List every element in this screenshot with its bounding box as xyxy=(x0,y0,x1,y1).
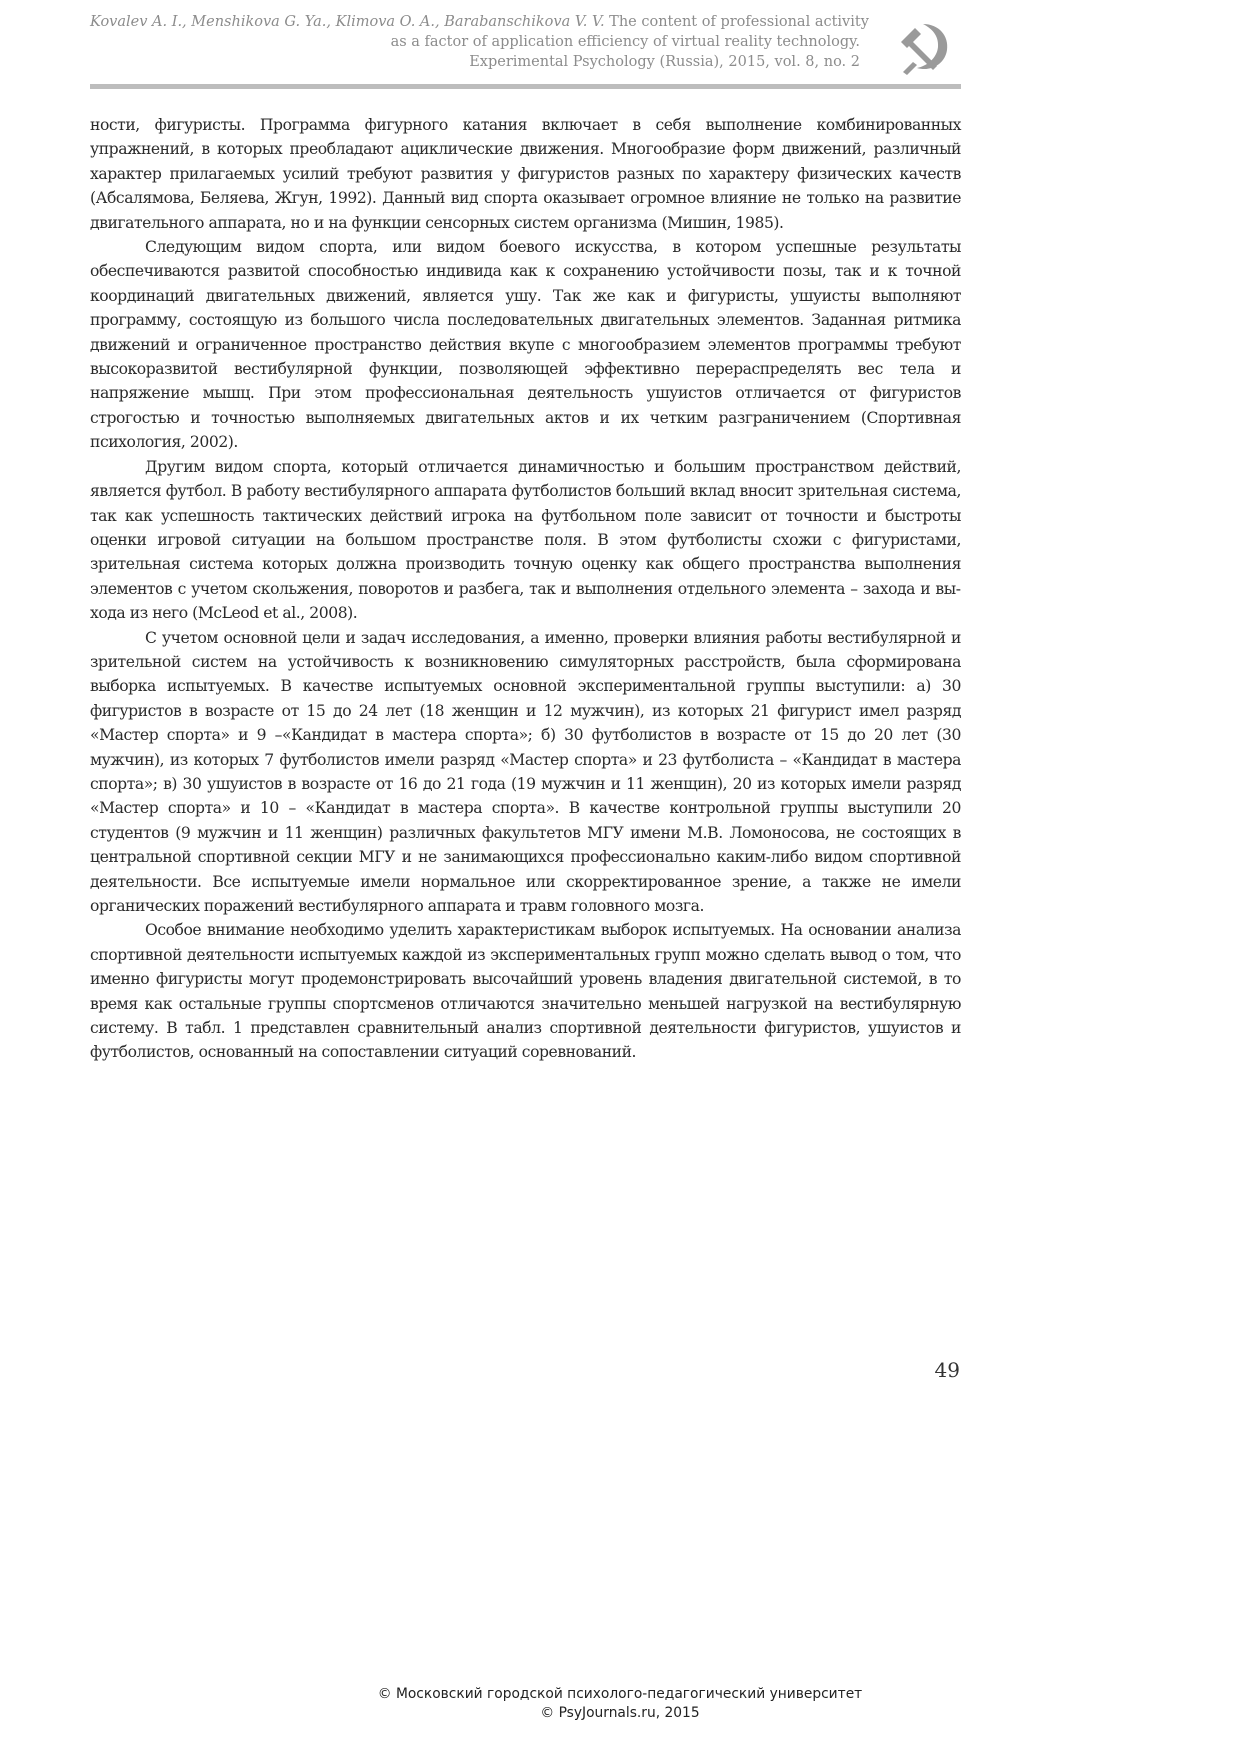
header-journal: Experimental Psychology (Russia), 2015, vol. 8, no. 2 xyxy=(469,54,860,70)
header-line-1 xyxy=(90,12,869,32)
page-number: 49 xyxy=(934,1358,960,1382)
footer-line-2: © PsyJournals.ru, 2015 xyxy=(540,1705,700,1721)
copyright-footer xyxy=(0,1685,1240,1723)
header-divider xyxy=(90,84,961,89)
paragraph-3: Другим видом спорта, который отличается динамичностью и большим пространством действий, является футбол. В работу вестибулярного аппарата футболистов больший вклад вносит зрительная система, так как успешность тактических действий игрока на футбольном поле зависит от точности и быстроты оценки игровой ситуации на большом пространстве поля. В этом футболисты схожи с фигуристами, зрительная система которых должна производить точную оценку как общего пространства выполнения элементов с учетом скольжения, поворотов и разбега, так и выполнения отдельного элемента – захода и выхода из него (McLeod et al., 2008). xyxy=(90,457,961,623)
paragraph-5: Особое внимание необходимо уделить характеристикам выборок испытуемых. На основании анализа спортивной деятельности испытуемых каждой из экспериментальных групп можно сделать вывод о том, что именно фигуристы могут продемонстрировать высочайший уровень владения двигательной системой, в то время как остальные группы спортсменов отличаются значительно меньшей нагрузкой на вестибулярную систему. В табл. 1 представлен сравнительный анализ спортивной деятельности фигуристов, ушуистов и футболистов, основанный на сопоставлении ситуаций соревнований. xyxy=(90,921,961,1062)
header-title-part2: as a factor of application efficiency of virtual reality technology. xyxy=(390,34,860,50)
header-authors: Kovalev A. I., Menshikova G. Ya., Klimova O. A., Barabanschikova V. V. xyxy=(90,14,605,30)
header-title-part1: The content of professional activity xyxy=(609,14,869,30)
paragraph-4: С учетом основной цели и задач исследования, а именно, проверки влияния работы вестибулярной и зрительной систем на устойчивость к возникновению симуляторных расстройств, была сформирована выборка испытуемых. В качестве испытуемых основной экспериментальной группы выступили: а) 30 фигуристов в возрасте от 15 до 24 лет (18 женщин и 12 мужчин), из которых 21 фигурист имел разряд «Мастер спорта» и 9 –«Кандидат в мастера спорта»; б) 30 футболистов в возрасте от 15 до 20 лет (30 мужчин), из которых 7 футболистов имели разряд «Мастер спорта» и 23 футболиста – «Кандидат в мастера спорта»; в) 30 ушуистов в возрасте от 16 до 21 года (19 мужчин и 11 женщин), 20 из которых имели разряд «Мастер спорта» и 10 – «Кандидат в мастера спорта». В качестве контрольной группы выступили 20 студентов (9 мужчин и 11 женщин) различных факультетов МГУ имени М.В. Ломоносова, не состоящих в центральной спортивной секции МГУ и не занимающихся профессионально каким-либо видом спортивной деятельности. Все испытуемые имели нормальное или скорректированное зрение, а также не имели органических поражений вестибулярного аппарата и травм головного мозга. xyxy=(90,628,961,915)
paragraph-2: Следующим видом спорта, или видом боевого искусства, в котором успешные результаты обеспечиваются развитой способностью индивида как к сохранению устойчивости позы, так и к точной координаций двигательных движений, является ушу. Так же как и фигуристы, ушуисты выполняют программу, состоящую из большого числа последовательных двигательных элементов. Заданная ритмика движений и ограниченное пространство действия вкупе с многообразием элементов программы требуют высокоразвитой вестибулярной функции, позволяющей эффективно перераспределять вес тела и напряжение мышц. При этом профессиональная деятельность ушуистов отличается от фигуристов строгостью и точностью выполняемых двигательных актов и их четким разграничением (Спортивная психология, 2002). xyxy=(90,238,961,452)
running-header xyxy=(90,12,869,72)
article-body xyxy=(90,113,961,1065)
paragraph-1: ности, фигуристы. Программа фигурного катания включает в себя выполнение комбинированных упражнений, в которых преобладают ациклические движения. Многообразие форм движений, различный характер прилагаемых усилий требуют развития у фигуристов разных по характеру физических качеств (Абсалямова, Беляева, Жгун, 1992). Данный вид спорта оказывает огромное влияние не только на развитие двигательного аппарата, но и на функции сенсорных систем организма (Мишин, 1985). xyxy=(90,116,961,232)
hammer-sickle-icon xyxy=(893,20,953,76)
footer-line-1: © Московский городской психолого-педагогический университет xyxy=(377,1686,863,1702)
